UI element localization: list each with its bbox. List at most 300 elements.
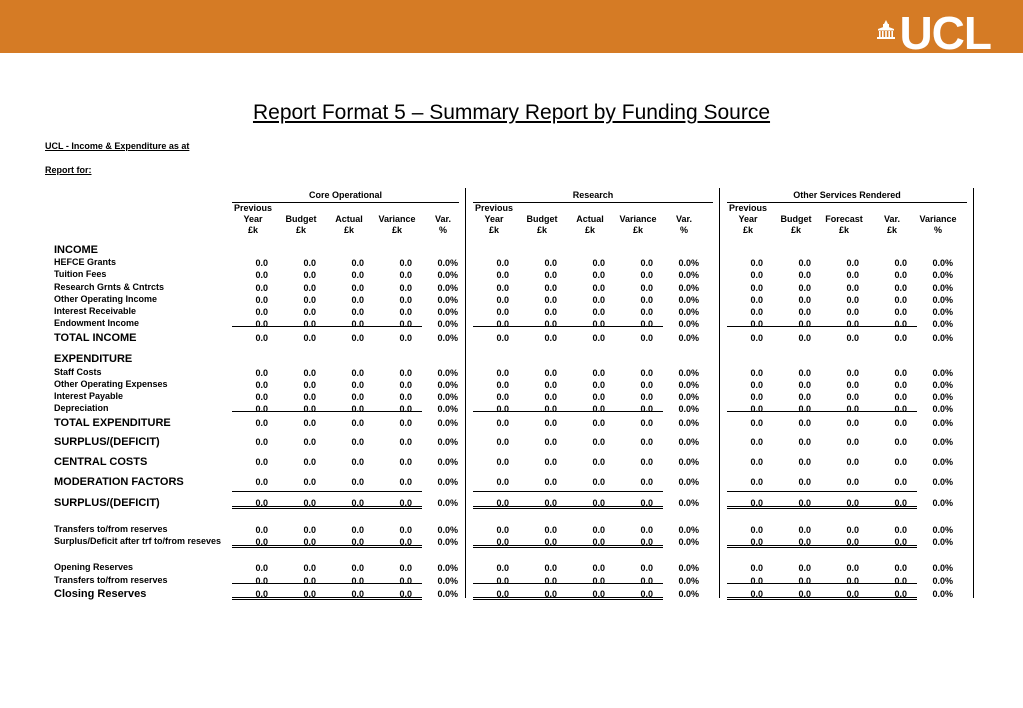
column-header — [913, 203, 963, 236]
percent-cell: 0.0% — [932, 437, 953, 447]
section-divider — [719, 188, 720, 598]
value-cell: 0.0 — [750, 437, 763, 447]
total-rule — [727, 583, 917, 584]
percent-cell: 0.0% — [437, 380, 458, 390]
value-cell: 0.0 — [496, 283, 509, 293]
percent-cell: 0.0% — [932, 319, 953, 329]
row-label: Closing Reserves — [54, 588, 147, 600]
column-header — [565, 203, 615, 236]
value-cell: 0.0 — [496, 576, 509, 586]
percent-cell: 0.0% — [437, 525, 458, 535]
value-cell: 0.0 — [399, 270, 412, 280]
value-cell: 0.0 — [846, 380, 859, 390]
value-cell: 0.0 — [303, 295, 316, 305]
row-label: Depreciation — [54, 403, 109, 413]
value-cell: 0.0 — [544, 498, 557, 508]
double-rule — [473, 506, 663, 509]
value-cell: 0.0 — [750, 319, 763, 329]
column-header-line: £k — [343, 225, 354, 235]
report-for-label: Report for: — [45, 165, 92, 175]
value-cell: 0.0 — [798, 457, 811, 467]
row-label: Other Operating Income — [54, 294, 158, 304]
row-label: TOTAL EXPENDITURE — [54, 417, 171, 429]
value-cell: 0.0 — [255, 392, 268, 402]
value-cell: 0.0 — [255, 498, 268, 508]
value-cell: 0.0 — [544, 258, 557, 268]
row-label: Surplus/Deficit after trf to/from reseves — [54, 536, 222, 546]
value-cell: 0.0 — [496, 380, 509, 390]
total-rule — [473, 411, 663, 412]
percent-cell: 0.0% — [932, 589, 953, 599]
value-cell: 0.0 — [640, 392, 653, 402]
value-cell: 0.0 — [894, 283, 907, 293]
value-cell: 0.0 — [798, 319, 811, 329]
value-cell: 0.0 — [640, 333, 653, 343]
value-cell: 0.0 — [750, 283, 763, 293]
value-cell: 0.0 — [399, 563, 412, 573]
percent-cell: 0.0% — [437, 589, 458, 599]
section-divider — [465, 188, 466, 598]
value-cell: 0.0 — [592, 563, 605, 573]
total-rule — [232, 326, 422, 327]
value-cell: 0.0 — [303, 576, 316, 586]
value-cell: 0.0 — [255, 333, 268, 343]
value-cell: 0.0 — [592, 283, 605, 293]
percent-cell: 0.0% — [932, 295, 953, 305]
value-cell: 0.0 — [750, 477, 763, 487]
value-cell: 0.0 — [798, 576, 811, 586]
section-title: Core Operational — [308, 190, 382, 200]
value-cell: 0.0 — [640, 576, 653, 586]
value-cell: 0.0 — [544, 307, 557, 317]
percent-cell: 0.0% — [437, 319, 458, 329]
value-cell: 0.0 — [846, 307, 859, 317]
value-cell: 0.0 — [303, 525, 316, 535]
column-header-line: £k — [886, 225, 897, 235]
percent-cell: 0.0% — [678, 380, 699, 390]
value-cell: 0.0 — [592, 437, 605, 447]
value-cell: 0.0 — [399, 525, 412, 535]
value-cell: 0.0 — [399, 537, 412, 547]
value-cell: 0.0 — [894, 295, 907, 305]
value-cell: 0.0 — [894, 418, 907, 428]
value-cell: 0.0 — [592, 477, 605, 487]
value-cell: 0.0 — [798, 404, 811, 414]
value-cell: 0.0 — [750, 457, 763, 467]
value-cell: 0.0 — [351, 457, 364, 467]
value-cell: 0.0 — [351, 307, 364, 317]
section-heading: INCOME — [54, 244, 98, 256]
percent-cell: 0.0% — [932, 380, 953, 390]
value-cell: 0.0 — [798, 418, 811, 428]
value-cell: 0.0 — [846, 589, 859, 599]
row-label: SURPLUS/(DEFICIT) — [54, 497, 160, 509]
value-cell: 0.0 — [255, 418, 268, 428]
value-cell: 0.0 — [846, 392, 859, 402]
row-label: Interest Payable — [54, 391, 124, 401]
column-header-line: Actual — [335, 214, 363, 224]
value-cell: 0.0 — [255, 283, 268, 293]
value-cell: 0.0 — [496, 404, 509, 414]
percent-cell: 0.0% — [437, 258, 458, 268]
row-label: Interest Receivable — [54, 306, 137, 316]
value-cell: 0.0 — [496, 270, 509, 280]
value-cell: 0.0 — [798, 307, 811, 317]
value-cell: 0.0 — [351, 498, 364, 508]
value-cell: 0.0 — [894, 498, 907, 508]
value-cell: 0.0 — [544, 380, 557, 390]
column-header-line: % — [679, 225, 688, 235]
value-cell: 0.0 — [255, 307, 268, 317]
value-cell: 0.0 — [544, 576, 557, 586]
value-cell: 0.0 — [592, 307, 605, 317]
row-label: Opening Reserves — [54, 562, 134, 572]
row-label: Transfers to/from reserves — [54, 575, 168, 585]
percent-cell: 0.0% — [932, 563, 953, 573]
percent-cell: 0.0% — [678, 537, 699, 547]
percent-cell: 0.0% — [932, 537, 953, 547]
value-cell: 0.0 — [640, 477, 653, 487]
value-cell: 0.0 — [640, 283, 653, 293]
value-cell: 0.0 — [303, 283, 316, 293]
value-cell: 0.0 — [750, 589, 763, 599]
value-cell: 0.0 — [894, 380, 907, 390]
percent-cell: 0.0% — [932, 457, 953, 467]
value-cell: 0.0 — [592, 333, 605, 343]
value-cell: 0.0 — [544, 589, 557, 599]
total-rule — [473, 326, 663, 327]
value-cell: 0.0 — [640, 270, 653, 280]
value-cell: 0.0 — [351, 576, 364, 586]
column-header-line: Budget — [780, 214, 812, 224]
percent-cell: 0.0% — [678, 437, 699, 447]
value-cell: 0.0 — [399, 283, 412, 293]
percent-cell: 0.0% — [932, 576, 953, 586]
value-cell: 0.0 — [750, 418, 763, 428]
value-cell: 0.0 — [798, 589, 811, 599]
percent-cell: 0.0% — [678, 283, 699, 293]
value-cell: 0.0 — [399, 307, 412, 317]
value-cell: 0.0 — [351, 333, 364, 343]
column-header-line — [659, 203, 709, 214]
column-header-line — [517, 203, 567, 214]
value-cell: 0.0 — [399, 380, 412, 390]
value-cell: 0.0 — [640, 368, 653, 378]
column-header-line — [867, 203, 917, 214]
percent-cell: 0.0% — [678, 404, 699, 414]
column-header-line: Variance — [378, 214, 416, 224]
value-cell: 0.0 — [592, 498, 605, 508]
value-cell: 0.0 — [846, 525, 859, 535]
value-cell: 0.0 — [255, 457, 268, 467]
value-cell: 0.0 — [496, 437, 509, 447]
value-cell: 0.0 — [496, 477, 509, 487]
value-cell: 0.0 — [846, 563, 859, 573]
percent-cell: 0.0% — [437, 563, 458, 573]
value-cell: 0.0 — [303, 380, 316, 390]
value-cell: 0.0 — [303, 437, 316, 447]
value-cell: 0.0 — [255, 563, 268, 573]
percent-cell: 0.0% — [437, 307, 458, 317]
value-cell: 0.0 — [303, 368, 316, 378]
value-cell: 0.0 — [750, 392, 763, 402]
percent-cell: 0.0% — [932, 418, 953, 428]
value-cell: 0.0 — [798, 295, 811, 305]
logo-text: UCL — [899, 7, 991, 59]
value-cell: 0.0 — [640, 498, 653, 508]
section-heading: EXPENDITURE — [54, 353, 133, 365]
value-cell: 0.0 — [303, 418, 316, 428]
value-cell: 0.0 — [399, 589, 412, 599]
value-cell: 0.0 — [496, 258, 509, 268]
value-cell: 0.0 — [255, 368, 268, 378]
report-subtitle: UCL - Income & Expenditure as at — [45, 141, 190, 151]
value-cell: 0.0 — [303, 319, 316, 329]
percent-cell: 0.0% — [932, 392, 953, 402]
value-cell: 0.0 — [303, 333, 316, 343]
value-cell: 0.0 — [351, 418, 364, 428]
value-cell: 0.0 — [592, 295, 605, 305]
row-label: Endowment Income — [54, 318, 140, 328]
column-header-line: Variance — [919, 214, 957, 224]
value-cell: 0.0 — [496, 457, 509, 467]
total-rule — [232, 583, 422, 584]
value-cell: 0.0 — [496, 418, 509, 428]
value-cell: 0.0 — [846, 270, 859, 280]
total-rule — [727, 326, 917, 327]
value-cell: 0.0 — [544, 270, 557, 280]
value-cell: 0.0 — [544, 368, 557, 378]
value-cell: 0.0 — [351, 392, 364, 402]
percent-cell: 0.0% — [437, 457, 458, 467]
section-title: Other Services Rendered — [793, 190, 901, 200]
value-cell: 0.0 — [846, 498, 859, 508]
value-cell: 0.0 — [544, 563, 557, 573]
column-header-line: Year — [243, 214, 263, 224]
value-cell: 0.0 — [798, 525, 811, 535]
value-cell: 0.0 — [544, 537, 557, 547]
page-title: Report Format 5 – Summary Report by Funding Source — [252, 101, 771, 124]
percent-cell: 0.0% — [437, 404, 458, 414]
value-cell: 0.0 — [894, 457, 907, 467]
percent-cell: 0.0% — [437, 437, 458, 447]
value-cell: 0.0 — [798, 333, 811, 343]
value-cell: 0.0 — [303, 477, 316, 487]
value-cell: 0.0 — [496, 537, 509, 547]
percent-cell: 0.0% — [678, 258, 699, 268]
value-cell: 0.0 — [640, 457, 653, 467]
value-cell: 0.0 — [640, 418, 653, 428]
value-cell: 0.0 — [894, 563, 907, 573]
percent-cell: 0.0% — [932, 404, 953, 414]
value-cell: 0.0 — [351, 283, 364, 293]
percent-cell: 0.0% — [678, 498, 699, 508]
row-label: SURPLUS/(DEFICIT) — [54, 436, 160, 448]
total-rule — [232, 491, 422, 492]
value-cell: 0.0 — [640, 537, 653, 547]
column-header — [517, 203, 567, 236]
percent-cell: 0.0% — [437, 295, 458, 305]
row-label: Other Operating Expenses — [54, 379, 168, 389]
column-header-line — [372, 203, 422, 214]
value-cell: 0.0 — [399, 258, 412, 268]
column-header — [418, 203, 468, 236]
section-title: Research — [572, 190, 614, 200]
value-cell: 0.0 — [846, 368, 859, 378]
value-cell: 0.0 — [798, 498, 811, 508]
value-cell: 0.0 — [303, 589, 316, 599]
value-cell: 0.0 — [544, 283, 557, 293]
column-header-line: £k — [536, 225, 547, 235]
value-cell: 0.0 — [399, 368, 412, 378]
value-cell: 0.0 — [399, 295, 412, 305]
value-cell: 0.0 — [894, 258, 907, 268]
percent-cell: 0.0% — [932, 498, 953, 508]
column-header-line: £k — [838, 225, 849, 235]
value-cell: 0.0 — [750, 295, 763, 305]
value-cell: 0.0 — [496, 368, 509, 378]
percent-cell: 0.0% — [437, 576, 458, 586]
column-header-line — [418, 203, 468, 214]
column-header — [819, 203, 869, 236]
percent-cell: 0.0% — [437, 498, 458, 508]
percent-cell: 0.0% — [932, 258, 953, 268]
value-cell: 0.0 — [798, 270, 811, 280]
value-cell: 0.0 — [798, 283, 811, 293]
value-cell: 0.0 — [592, 404, 605, 414]
value-cell: 0.0 — [544, 319, 557, 329]
column-header-line: £k — [391, 225, 402, 235]
percent-cell: 0.0% — [678, 576, 699, 586]
value-cell: 0.0 — [592, 418, 605, 428]
value-cell: 0.0 — [592, 537, 605, 547]
column-header — [276, 203, 326, 236]
value-cell: 0.0 — [255, 270, 268, 280]
column-header-line: £k — [488, 225, 499, 235]
value-cell: 0.0 — [303, 258, 316, 268]
value-cell: 0.0 — [399, 404, 412, 414]
value-cell: 0.0 — [894, 477, 907, 487]
value-cell: 0.0 — [640, 589, 653, 599]
value-cell: 0.0 — [255, 380, 268, 390]
value-cell: 0.0 — [750, 258, 763, 268]
value-cell: 0.0 — [750, 525, 763, 535]
column-header-line — [276, 203, 326, 214]
row-label: Staff Costs — [54, 367, 102, 377]
value-cell: 0.0 — [640, 319, 653, 329]
value-cell: 0.0 — [255, 525, 268, 535]
value-cell: 0.0 — [303, 392, 316, 402]
value-cell: 0.0 — [255, 477, 268, 487]
value-cell: 0.0 — [351, 368, 364, 378]
percent-cell: 0.0% — [932, 283, 953, 293]
percent-cell: 0.0% — [678, 563, 699, 573]
value-cell: 0.0 — [846, 283, 859, 293]
value-cell: 0.0 — [303, 270, 316, 280]
percent-cell: 0.0% — [678, 333, 699, 343]
value-cell: 0.0 — [399, 457, 412, 467]
value-cell: 0.0 — [894, 307, 907, 317]
percent-cell: 0.0% — [932, 307, 953, 317]
value-cell: 0.0 — [894, 368, 907, 378]
value-cell: 0.0 — [798, 563, 811, 573]
value-cell: 0.0 — [592, 258, 605, 268]
value-cell: 0.0 — [303, 404, 316, 414]
column-header — [228, 203, 278, 236]
value-cell: 0.0 — [496, 295, 509, 305]
value-cell: 0.0 — [750, 368, 763, 378]
percent-cell: 0.0% — [437, 537, 458, 547]
value-cell: 0.0 — [592, 319, 605, 329]
value-cell: 0.0 — [255, 576, 268, 586]
value-cell: 0.0 — [399, 437, 412, 447]
value-cell: 0.0 — [544, 333, 557, 343]
double-rule — [232, 506, 422, 509]
percent-cell: 0.0% — [932, 525, 953, 535]
percent-cell: 0.0% — [678, 270, 699, 280]
row-label: Transfers to/from reserves — [54, 524, 168, 534]
value-cell: 0.0 — [496, 319, 509, 329]
column-header-line — [613, 203, 663, 214]
percent-cell: 0.0% — [678, 525, 699, 535]
total-rule — [473, 583, 663, 584]
column-header — [771, 203, 821, 236]
value-cell: 0.0 — [496, 392, 509, 402]
column-header — [324, 203, 374, 236]
value-cell: 0.0 — [496, 589, 509, 599]
value-cell: 0.0 — [640, 258, 653, 268]
value-cell: 0.0 — [846, 258, 859, 268]
percent-cell: 0.0% — [932, 477, 953, 487]
value-cell: 0.0 — [351, 258, 364, 268]
column-header-line: Budget — [526, 214, 558, 224]
value-cell: 0.0 — [798, 258, 811, 268]
value-cell: 0.0 — [894, 525, 907, 535]
value-cell: 0.0 — [894, 537, 907, 547]
row-label: Research Grnts & Cntrcts — [54, 282, 165, 292]
value-cell: 0.0 — [351, 295, 364, 305]
column-header-line — [819, 203, 869, 214]
double-rule — [727, 506, 917, 509]
value-cell: 0.0 — [640, 525, 653, 535]
value-cell: 0.0 — [399, 392, 412, 402]
value-cell: 0.0 — [544, 437, 557, 447]
value-cell: 0.0 — [255, 258, 268, 268]
value-cell: 0.0 — [303, 537, 316, 547]
value-cell: 0.0 — [399, 498, 412, 508]
value-cell: 0.0 — [798, 437, 811, 447]
percent-cell: 0.0% — [678, 392, 699, 402]
value-cell: 0.0 — [351, 270, 364, 280]
column-header-line: Previous — [474, 203, 514, 213]
value-cell: 0.0 — [351, 537, 364, 547]
column-header — [867, 203, 917, 236]
value-cell: 0.0 — [351, 563, 364, 573]
value-cell: 0.0 — [592, 589, 605, 599]
value-cell: 0.0 — [496, 498, 509, 508]
ucl-logo — [877, 7, 991, 59]
value-cell: 0.0 — [846, 576, 859, 586]
value-cell: 0.0 — [750, 498, 763, 508]
value-cell: 0.0 — [846, 418, 859, 428]
value-cell: 0.0 — [640, 295, 653, 305]
column-header-line — [565, 203, 615, 214]
total-rule — [232, 411, 422, 412]
column-header-line: Var. — [883, 214, 901, 224]
value-cell: 0.0 — [750, 333, 763, 343]
column-header-line: Year — [484, 214, 504, 224]
value-cell: 0.0 — [592, 457, 605, 467]
